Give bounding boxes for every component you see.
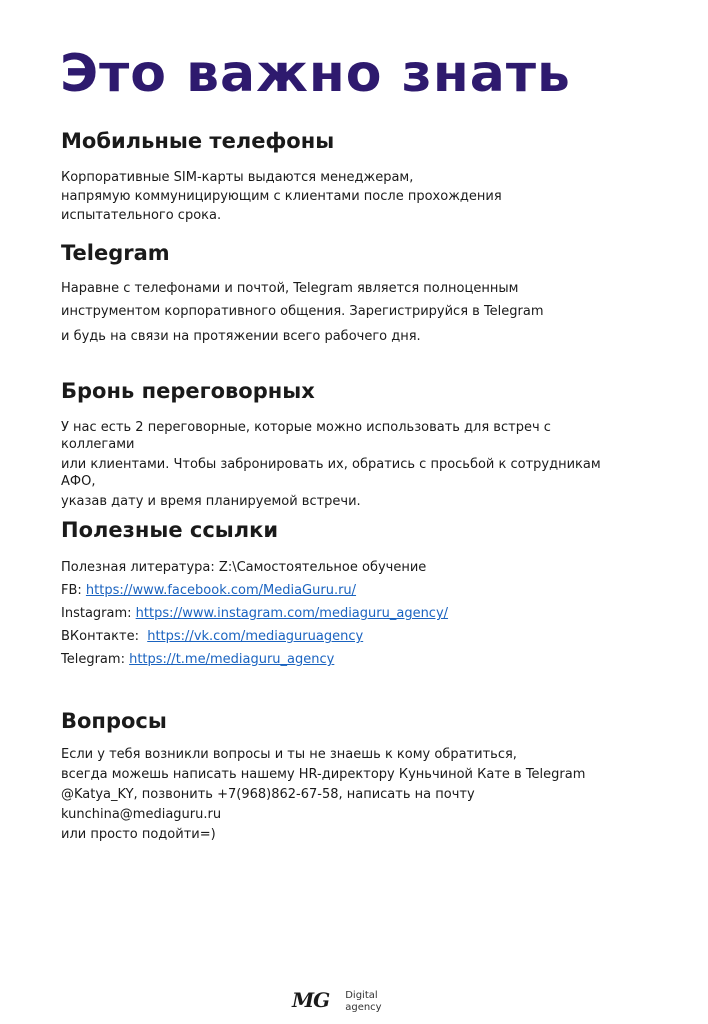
section-heading-links: Полезные ссылки [61, 518, 279, 542]
mobile-paragraph [61, 168, 661, 225]
link-row-vk [61, 625, 448, 648]
link-label: Instagram: [61, 606, 136, 621]
text-line: Корпоративные SIM-карты выдаются менеджерам, [61, 170, 414, 185]
link-label: Telegram: [61, 652, 130, 667]
telegram-paragraph [61, 279, 661, 346]
text-line: указав дату и время планируемой встречи. [61, 494, 361, 509]
vk-link[interactable]: https://vk.com/mediaguruagency [147, 629, 364, 644]
logo-tagline [345, 990, 381, 1014]
text-line: или клиентами. Чтобы забронировать их, обратись с просьбой к сотрудникам [61, 457, 601, 472]
link-label: ВКонтакте: [61, 629, 148, 644]
link-row-facebook [61, 579, 448, 602]
text-line: Наравне с телефонами и почтой, Telegram является полноценным [61, 281, 519, 296]
mg-logo: MG [292, 988, 330, 1012]
text-line: и будь на связи на протяжении всего рабочего дня. [61, 329, 421, 344]
link-row-telegram [61, 648, 448, 671]
footer-logo [292, 990, 382, 1014]
text-line: kunchina@mediaguru.ru [61, 807, 222, 822]
link-label: FB: [61, 583, 86, 598]
link-row-instagram [61, 602, 448, 625]
section-heading-questions: Вопросы [61, 709, 167, 733]
instagram-link[interactable]: https://www.instagram.com/mediaguru_agency/ [135, 606, 449, 621]
link-label: Полезная литература: Z:\Самостоятельное обучение [61, 560, 427, 575]
questions-paragraph [61, 745, 661, 845]
text-line: АФО, [61, 474, 96, 489]
text-line: У нас есть 2 переговорные, которые можно использовать для встреч с [61, 420, 551, 435]
text-line: @Katya_KY, позвонить +7(968)862-67-58, написать на почту [61, 787, 475, 802]
rooms-paragraph [61, 419, 661, 510]
section-heading-telegram: Telegram [61, 241, 170, 265]
text-line: всегда можешь написать нашему HR-директору Куньчиной Кате в Telegram [61, 767, 586, 782]
text-line: испытательного срока. [61, 208, 222, 223]
logo-tag-line: Digital [345, 990, 378, 1001]
section-heading-mobile: Мобильные телефоны [61, 129, 335, 153]
facebook-link[interactable]: https://www.facebook.com/MediaGuru.ru/ [85, 583, 357, 598]
section-heading-rooms: Бронь переговорных [61, 379, 315, 403]
text-line: напрямую коммуницирующим с клиентами после прохождения [61, 189, 502, 204]
text-line: инструментом корпоративного общения. Зарегистрируйся в Telegram [61, 304, 544, 319]
text-line: Если у тебя возникли вопросы и ты не знаешь к кому обратиться, [61, 747, 517, 762]
page-title: Это важно знать [60, 44, 571, 104]
links-list [61, 556, 448, 671]
text-line: коллегами [61, 437, 135, 452]
text-line: или просто подойти=) [61, 827, 216, 842]
telegram-link[interactable]: https://t.me/mediaguru_agency [129, 652, 335, 667]
logo-tag-line: agency [345, 1002, 382, 1013]
link-row-literature [61, 556, 448, 579]
